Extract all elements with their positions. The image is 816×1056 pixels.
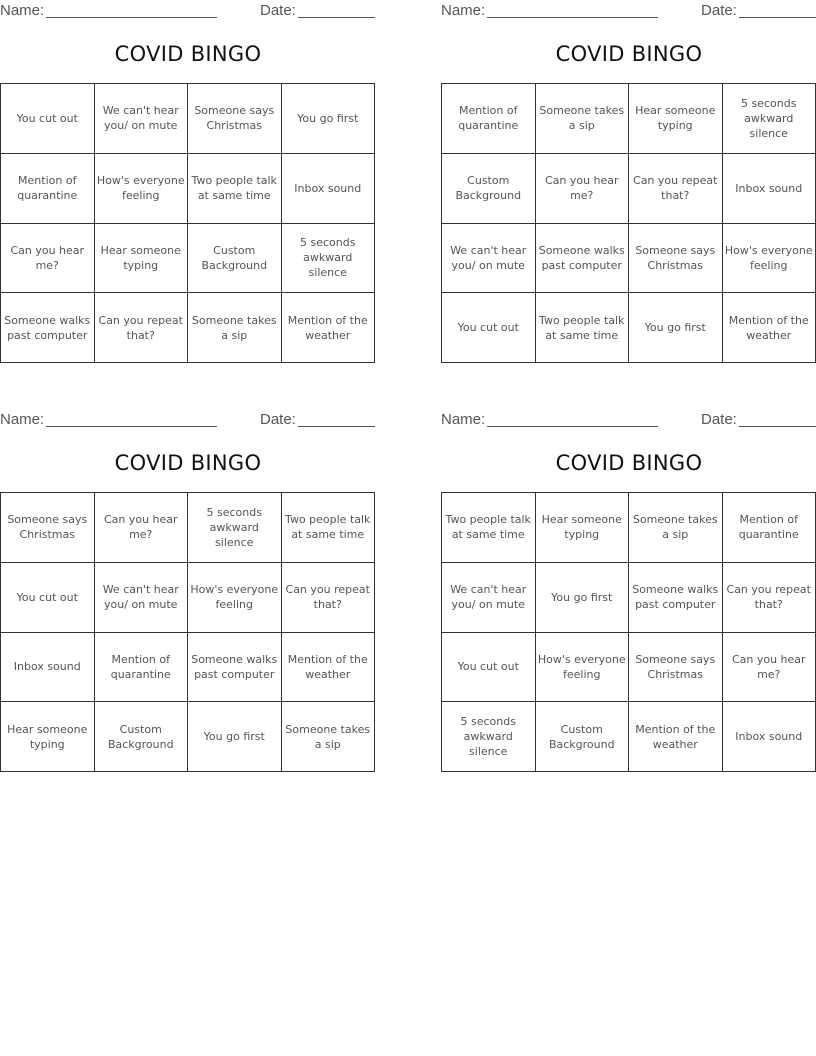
- bingo-cell[interactable]: Can you hear me?: [536, 154, 630, 224]
- card-header: [0, 411, 376, 429]
- bingo-cell[interactable]: 5 seconds awkward silence: [442, 702, 536, 772]
- bingo-cell[interactable]: You go first: [188, 702, 282, 772]
- bingo-cell[interactable]: We can't hear you/ on mute: [95, 84, 189, 154]
- name-field-line[interactable]: [46, 17, 217, 18]
- bingo-cell[interactable]: Mention of quarantine: [1, 154, 95, 224]
- bingo-cell[interactable]: You go first: [536, 563, 630, 633]
- name-field-line[interactable]: [487, 17, 658, 18]
- date-label: Date:: [701, 2, 737, 19]
- bingo-cell[interactable]: Mention of the weather: [282, 633, 376, 703]
- bingo-cell[interactable]: Someone says Christmas: [1, 493, 95, 563]
- bingo-cell[interactable]: Mention of the weather: [282, 293, 376, 363]
- bingo-cell[interactable]: Hear someone typing: [536, 493, 630, 563]
- bingo-cell[interactable]: We can't hear you/ on mute: [95, 563, 189, 633]
- bingo-cell[interactable]: Someone walks past computer: [629, 563, 723, 633]
- name-label: Name:: [0, 411, 45, 428]
- bingo-cell[interactable]: Someone says Christmas: [629, 224, 723, 294]
- card-title: COVID BINGO: [555, 42, 703, 66]
- bingo-cell[interactable]: Mention of the weather: [723, 293, 816, 363]
- bingo-cell[interactable]: Someone takes a sip: [629, 493, 723, 563]
- card-header: [0, 2, 376, 20]
- bingo-cell[interactable]: Custom Background: [188, 224, 282, 294]
- bingo-card-1: [0, 0, 376, 380]
- bingo-cell[interactable]: You cut out: [442, 293, 536, 363]
- bingo-cell[interactable]: Custom Background: [95, 702, 189, 772]
- bingo-card-4: [441, 409, 816, 789]
- bingo-grid: [0, 492, 375, 772]
- name-label: Name:: [0, 2, 45, 19]
- bingo-cell[interactable]: Can you hear me?: [1, 224, 95, 294]
- bingo-cell[interactable]: How's everyone feeling: [188, 563, 282, 633]
- bingo-cell[interactable]: How's everyone feeling: [95, 154, 189, 224]
- bingo-cell[interactable]: How's everyone feeling: [536, 633, 630, 703]
- date-field-line[interactable]: [298, 426, 375, 427]
- bingo-cell[interactable]: We can't hear you/ on mute: [442, 224, 536, 294]
- card-title: COVID BINGO: [114, 451, 262, 475]
- bingo-cell[interactable]: Mention of quarantine: [442, 84, 536, 154]
- bingo-cell[interactable]: Two people talk at same time: [188, 154, 282, 224]
- bingo-cell[interactable]: We can't hear you/ on mute: [442, 563, 536, 633]
- bingo-grid: [441, 492, 816, 772]
- name-field-line[interactable]: [487, 426, 658, 427]
- name-label: Name:: [441, 411, 486, 428]
- date-field-line[interactable]: [739, 17, 816, 18]
- bingo-cell[interactable]: Someone says Christmas: [188, 84, 282, 154]
- bingo-cell[interactable]: Inbox sound: [723, 154, 816, 224]
- bingo-cell[interactable]: Mention of the weather: [629, 702, 723, 772]
- bingo-grid: [0, 83, 375, 363]
- bingo-cell[interactable]: Hear someone typing: [1, 702, 95, 772]
- bingo-cell[interactable]: Someone says Christmas: [629, 633, 723, 703]
- bingo-card-3: [0, 409, 376, 789]
- bingo-cell[interactable]: Can you repeat that?: [282, 563, 376, 633]
- date-label: Date:: [260, 2, 296, 19]
- date-label: Date:: [260, 411, 296, 428]
- bingo-cell[interactable]: Inbox sound: [282, 154, 376, 224]
- bingo-cell[interactable]: Can you hear me?: [723, 633, 816, 703]
- name-field-line[interactable]: [46, 426, 217, 427]
- bingo-cell[interactable]: Custom Background: [536, 702, 630, 772]
- bingo-cell[interactable]: Two people talk at same time: [442, 493, 536, 563]
- bingo-cell[interactable]: Hear someone typing: [629, 84, 723, 154]
- bingo-cell[interactable]: Inbox sound: [723, 702, 816, 772]
- bingo-cell[interactable]: Can you repeat that?: [723, 563, 816, 633]
- bingo-cell[interactable]: Someone takes a sip: [282, 702, 376, 772]
- bingo-cell[interactable]: Two people talk at same time: [536, 293, 630, 363]
- bingo-cell[interactable]: You cut out: [1, 563, 95, 633]
- card-header: [441, 2, 816, 20]
- date-label: Date:: [701, 411, 737, 428]
- bingo-cell[interactable]: Someone walks past computer: [1, 293, 95, 363]
- card-title: COVID BINGO: [114, 42, 262, 66]
- bingo-grid: [441, 83, 816, 363]
- bingo-cell[interactable]: Someone walks past computer: [188, 633, 282, 703]
- bingo-card-2: [441, 0, 816, 380]
- bingo-cell[interactable]: Mention of quarantine: [723, 493, 816, 563]
- bingo-cell[interactable]: Custom Background: [442, 154, 536, 224]
- bingo-cell[interactable]: Mention of quarantine: [95, 633, 189, 703]
- date-field-line[interactable]: [739, 426, 816, 427]
- bingo-cell[interactable]: Can you repeat that?: [629, 154, 723, 224]
- bingo-cell[interactable]: How's everyone feeling: [723, 224, 816, 294]
- bingo-cell[interactable]: You go first: [629, 293, 723, 363]
- name-label: Name:: [441, 2, 486, 19]
- bingo-cell[interactable]: Hear someone typing: [95, 224, 189, 294]
- bingo-cell[interactable]: Can you hear me?: [95, 493, 189, 563]
- card-header: [441, 411, 816, 429]
- bingo-cell[interactable]: 5 seconds awkward silence: [282, 224, 376, 294]
- bingo-cell[interactable]: 5 seconds awkward silence: [723, 84, 816, 154]
- card-title: COVID BINGO: [555, 451, 703, 475]
- bingo-cell[interactable]: Inbox sound: [1, 633, 95, 703]
- bingo-cell[interactable]: You go first: [282, 84, 376, 154]
- bingo-cell[interactable]: Can you repeat that?: [95, 293, 189, 363]
- bingo-cell[interactable]: Someone takes a sip: [536, 84, 630, 154]
- bingo-cell[interactable]: You cut out: [1, 84, 95, 154]
- bingo-cell[interactable]: 5 seconds awkward silence: [188, 493, 282, 563]
- bingo-cell[interactable]: Two people talk at same time: [282, 493, 376, 563]
- bingo-cell[interactable]: Someone walks past computer: [536, 224, 630, 294]
- bingo-cell[interactable]: You cut out: [442, 633, 536, 703]
- date-field-line[interactable]: [298, 17, 375, 18]
- bingo-cell[interactable]: Someone takes a sip: [188, 293, 282, 363]
